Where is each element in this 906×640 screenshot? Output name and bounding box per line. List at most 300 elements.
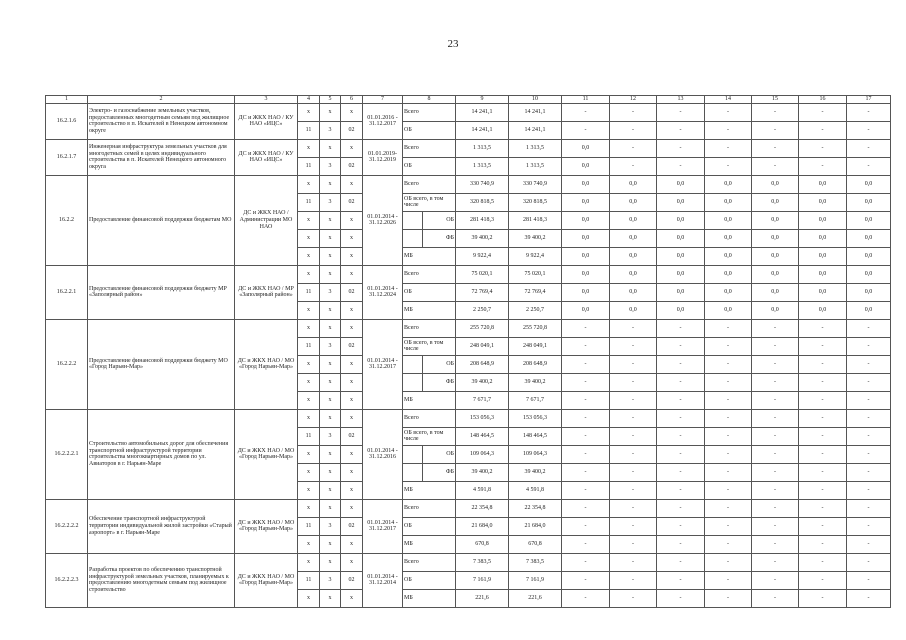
value-cell: 153 056,3: [509, 409, 562, 427]
value-cell: 0,0: [847, 247, 891, 265]
funding-source: МБ: [403, 535, 456, 553]
value-cell: 0,0: [752, 265, 799, 283]
item-code: 16.2.2.2.2: [46, 499, 88, 553]
item-dates: 01.01.2014 - 31.12.2016: [363, 409, 403, 499]
value-cell: -: [847, 427, 891, 445]
item-dates: 01.01.2014 - 31.12.2014: [363, 553, 403, 607]
column-number: 1: [46, 96, 88, 104]
column-number: 15: [752, 96, 799, 104]
code-cell: х: [341, 229, 363, 247]
value-cell: -: [752, 409, 799, 427]
column-number: 9: [456, 96, 509, 104]
funding-source: МБ: [403, 301, 456, 319]
value-cell: -: [562, 103, 610, 121]
value-cell: -: [752, 157, 799, 175]
code-cell: 02: [341, 121, 363, 139]
code-cell: 11: [298, 517, 320, 535]
value-cell: 4 591,8: [509, 481, 562, 499]
value-cell: -: [657, 337, 705, 355]
code-cell: 11: [298, 283, 320, 301]
code-cell: х: [341, 319, 363, 337]
value-cell: 9 922,4: [456, 247, 509, 265]
value-cell: 1 313,5: [456, 139, 509, 157]
value-cell: -: [752, 499, 799, 517]
funding-source: ОБ всего, в том числе: [403, 193, 456, 211]
value-cell: 0,0: [705, 229, 752, 247]
value-cell: 0,0: [799, 301, 847, 319]
value-cell: 330 740,9: [456, 175, 509, 193]
item-executor: ДС и ЖКХ НАО / МР «Заполярный район»: [235, 265, 298, 319]
column-number-row: [46, 96, 891, 104]
value-cell: -: [847, 157, 891, 175]
code-cell: х: [320, 391, 341, 409]
code-cell: х: [341, 355, 363, 373]
value-cell: 670,8: [456, 535, 509, 553]
value-cell: -: [610, 139, 657, 157]
value-cell: -: [847, 445, 891, 463]
value-cell: 0,0: [657, 301, 705, 319]
value-cell: 0,0: [752, 211, 799, 229]
value-cell: 9 922,4: [509, 247, 562, 265]
value-cell: -: [562, 427, 610, 445]
item-code: 16.2.2.1: [46, 265, 88, 319]
value-cell: -: [610, 391, 657, 409]
code-cell: 02: [341, 193, 363, 211]
code-cell: х: [298, 445, 320, 463]
item-executor: ДС и ЖКХ НАО / МО «Город Нарьян-Мар»: [235, 553, 298, 607]
value-cell: -: [847, 409, 891, 427]
item-dates: 01.01.2014 - 31.12.2017: [363, 499, 403, 553]
value-cell: 0,0: [847, 265, 891, 283]
value-cell: 0,0: [705, 211, 752, 229]
value-cell: 255 720,8: [509, 319, 562, 337]
value-cell: -: [705, 337, 752, 355]
value-cell: 0,0: [562, 139, 610, 157]
value-cell: -: [752, 571, 799, 589]
code-cell: х: [341, 265, 363, 283]
code-cell: х: [298, 211, 320, 229]
value-cell: 0,0: [705, 193, 752, 211]
value-cell: 221,6: [456, 589, 509, 607]
funding-source: ОБ: [403, 157, 456, 175]
value-cell: 7 671,7: [509, 391, 562, 409]
value-cell: 22 354,8: [509, 499, 562, 517]
value-cell: -: [752, 103, 799, 121]
code-cell: х: [341, 553, 363, 571]
item-name: Предоставление финансовой поддержки бюджету МО «Город Нарьян-Мар»: [88, 319, 235, 409]
code-cell: х: [320, 247, 341, 265]
code-cell: х: [298, 463, 320, 481]
value-cell: -: [657, 535, 705, 553]
code-cell: х: [298, 265, 320, 283]
value-cell: 0,0: [752, 301, 799, 319]
value-cell: 0,0: [799, 175, 847, 193]
value-cell: 0,0: [847, 175, 891, 193]
value-cell: -: [610, 535, 657, 553]
item-code: 16.2.2.2: [46, 319, 88, 409]
value-cell: -: [752, 553, 799, 571]
funding-source: ОБ всего, в том числе: [403, 427, 456, 445]
value-cell: 0,0: [752, 229, 799, 247]
value-cell: -: [705, 571, 752, 589]
value-cell: 72 769,4: [509, 283, 562, 301]
value-cell: -: [562, 571, 610, 589]
funding-source: ФБ: [423, 373, 456, 391]
funding-source: ОБ: [403, 571, 456, 589]
value-cell: -: [562, 121, 610, 139]
code-cell: х: [298, 553, 320, 571]
code-cell: х: [320, 139, 341, 157]
value-cell: -: [847, 355, 891, 373]
code-cell: 11: [298, 427, 320, 445]
code-cell: х: [298, 481, 320, 499]
value-cell: -: [847, 499, 891, 517]
code-cell: 3: [320, 283, 341, 301]
value-cell: -: [562, 391, 610, 409]
value-cell: -: [705, 445, 752, 463]
code-cell: х: [298, 301, 320, 319]
item-executor: ДС и ЖКХ НАО / МО «Город Нарьян-Мар»: [235, 319, 298, 409]
code-cell: х: [320, 355, 341, 373]
code-cell: 3: [320, 337, 341, 355]
indent-cell: [403, 211, 423, 229]
value-cell: -: [752, 373, 799, 391]
code-cell: х: [320, 265, 341, 283]
value-cell: -: [799, 373, 847, 391]
value-cell: -: [657, 553, 705, 571]
value-cell: -: [610, 373, 657, 391]
value-cell: -: [752, 391, 799, 409]
value-cell: 0,0: [657, 175, 705, 193]
value-cell: 0,0: [705, 301, 752, 319]
column-number: 17: [847, 96, 891, 104]
value-cell: 0,0: [705, 247, 752, 265]
value-cell: -: [847, 319, 891, 337]
value-cell: -: [610, 121, 657, 139]
code-cell: 11: [298, 193, 320, 211]
value-cell: 0,0: [847, 301, 891, 319]
code-cell: 3: [320, 193, 341, 211]
value-cell: 0,0: [562, 265, 610, 283]
page-number: 23: [447, 38, 459, 50]
column-number: 3: [235, 96, 298, 104]
value-cell: 14 241,1: [456, 103, 509, 121]
item-dates: 01.01.2016 - 31.12.2017: [363, 103, 403, 139]
code-cell: х: [341, 301, 363, 319]
item-dates: 01.01.2014 - 31.12.2026: [363, 175, 403, 265]
code-cell: х: [341, 211, 363, 229]
value-cell: 0,0: [657, 247, 705, 265]
funding-source: ОБ: [403, 121, 456, 139]
funding-source: ФБ: [423, 463, 456, 481]
value-cell: 7 161,9: [456, 571, 509, 589]
code-cell: 02: [341, 571, 363, 589]
value-cell: -: [752, 517, 799, 535]
code-cell: х: [341, 103, 363, 121]
value-cell: -: [657, 499, 705, 517]
value-cell: -: [657, 409, 705, 427]
value-cell: 0,0: [752, 175, 799, 193]
indent-cell: [403, 463, 423, 481]
code-cell: 11: [298, 337, 320, 355]
column-number: 8: [403, 96, 456, 104]
value-cell: -: [705, 517, 752, 535]
code-cell: 02: [341, 157, 363, 175]
value-cell: -: [657, 463, 705, 481]
value-cell: -: [610, 499, 657, 517]
value-cell: 7 671,7: [456, 391, 509, 409]
column-number: 11: [562, 96, 610, 104]
value-cell: -: [610, 319, 657, 337]
value-cell: 72 769,4: [456, 283, 509, 301]
funding-source: ОБ: [423, 355, 456, 373]
value-cell: -: [752, 445, 799, 463]
value-cell: -: [705, 373, 752, 391]
value-cell: -: [610, 553, 657, 571]
funding-source: Всего: [403, 499, 456, 517]
value-cell: 0,0: [847, 193, 891, 211]
value-cell: -: [847, 589, 891, 607]
table-row: [46, 553, 891, 571]
table-body: [46, 96, 891, 608]
value-cell: -: [610, 409, 657, 427]
value-cell: -: [705, 463, 752, 481]
value-cell: 75 020,1: [456, 265, 509, 283]
code-cell: х: [298, 247, 320, 265]
item-dates: 01.01.2014 - 31.12.2017: [363, 319, 403, 409]
item-code: 16.2.2.2.1: [46, 409, 88, 499]
table-row: [46, 139, 891, 157]
value-cell: 0,0: [657, 211, 705, 229]
value-cell: 2 250,7: [456, 301, 509, 319]
value-cell: 281 418,3: [509, 211, 562, 229]
table-row: [46, 499, 891, 517]
value-cell: -: [657, 391, 705, 409]
funding-source: Всего: [403, 175, 456, 193]
value-cell: 148 464,5: [509, 427, 562, 445]
code-cell: х: [320, 553, 341, 571]
column-number: 13: [657, 96, 705, 104]
item-executor: ДС и ЖКХ НАО / МО «Город Нарьян-Мар»: [235, 499, 298, 553]
value-cell: -: [562, 553, 610, 571]
table-row: [46, 103, 891, 121]
funding-source: Всего: [403, 553, 456, 571]
code-cell: 3: [320, 571, 341, 589]
value-cell: -: [847, 103, 891, 121]
item-executor: ДС и ЖКХ НАО / МО «Город Нарьян-Мар»: [235, 409, 298, 499]
funding-source: ОБ: [423, 211, 456, 229]
value-cell: 0,0: [799, 229, 847, 247]
code-cell: х: [341, 247, 363, 265]
value-cell: 208 648,9: [456, 355, 509, 373]
item-name: Строительство автомобильных дорог для обеспечения транспортной инфраструктурой территории строительства многоквартирных домов по ул. Авиаторов в г. Нарьян-Маре: [88, 409, 235, 499]
value-cell: -: [799, 481, 847, 499]
value-cell: 0,0: [610, 193, 657, 211]
value-cell: -: [847, 391, 891, 409]
value-cell: 0,0: [610, 175, 657, 193]
value-cell: -: [799, 337, 847, 355]
value-cell: -: [705, 355, 752, 373]
funding-source: Всего: [403, 319, 456, 337]
value-cell: -: [657, 157, 705, 175]
value-cell: -: [705, 535, 752, 553]
value-cell: -: [847, 571, 891, 589]
value-cell: -: [562, 355, 610, 373]
funding-source: ФБ: [423, 229, 456, 247]
value-cell: 0,0: [610, 247, 657, 265]
value-cell: 39 400,2: [509, 373, 562, 391]
item-name: Предоставление финансовой поддержки бюджетам МО: [88, 175, 235, 265]
value-cell: -: [562, 373, 610, 391]
value-cell: 0,0: [610, 283, 657, 301]
value-cell: 221,6: [509, 589, 562, 607]
code-cell: х: [298, 229, 320, 247]
value-cell: 7 383,5: [509, 553, 562, 571]
indent-cell: [403, 445, 423, 463]
value-cell: -: [610, 517, 657, 535]
item-code: 16.2.1.7: [46, 139, 88, 175]
indent-cell: [403, 229, 423, 247]
value-cell: 248 049,1: [509, 337, 562, 355]
value-cell: 14 241,1: [509, 103, 562, 121]
value-cell: -: [752, 355, 799, 373]
value-cell: -: [657, 121, 705, 139]
value-cell: -: [799, 391, 847, 409]
budget-table: [45, 95, 891, 608]
value-cell: -: [562, 445, 610, 463]
code-cell: 02: [341, 427, 363, 445]
value-cell: -: [799, 535, 847, 553]
value-cell: -: [657, 355, 705, 373]
value-cell: -: [847, 517, 891, 535]
code-cell: х: [298, 535, 320, 553]
value-cell: 248 049,1: [456, 337, 509, 355]
value-cell: 0,0: [562, 211, 610, 229]
item-code: 16.2.1.6: [46, 103, 88, 139]
value-cell: 7 383,5: [456, 553, 509, 571]
value-cell: -: [799, 121, 847, 139]
code-cell: х: [320, 481, 341, 499]
value-cell: -: [562, 589, 610, 607]
column-number: 2: [88, 96, 235, 104]
value-cell: 0,0: [562, 247, 610, 265]
funding-source: Всего: [403, 139, 456, 157]
funding-source: МБ: [403, 589, 456, 607]
value-cell: 208 648,9: [509, 355, 562, 373]
value-cell: 0,0: [847, 211, 891, 229]
value-cell: -: [657, 139, 705, 157]
value-cell: 0,0: [562, 283, 610, 301]
value-cell: 1 313,5: [509, 139, 562, 157]
value-cell: 0,0: [705, 283, 752, 301]
code-cell: х: [341, 445, 363, 463]
funding-source: ОБ всего, в том числе: [403, 337, 456, 355]
value-cell: -: [610, 445, 657, 463]
value-cell: 39 400,2: [509, 229, 562, 247]
item-name: Разработка проектов по обеспечению транспортной инфраструктурой земельных участков, планируемых к предоставлению многодетным семьям под жилищное строительство: [88, 553, 235, 607]
code-cell: х: [298, 319, 320, 337]
value-cell: -: [562, 481, 610, 499]
value-cell: -: [799, 517, 847, 535]
value-cell: -: [799, 319, 847, 337]
value-cell: -: [705, 553, 752, 571]
code-cell: х: [320, 409, 341, 427]
value-cell: -: [847, 121, 891, 139]
value-cell: -: [705, 391, 752, 409]
value-cell: 22 354,8: [456, 499, 509, 517]
code-cell: х: [341, 499, 363, 517]
funding-source: Всего: [403, 409, 456, 427]
value-cell: 0,0: [799, 283, 847, 301]
code-cell: 02: [341, 517, 363, 535]
value-cell: 320 818,5: [509, 193, 562, 211]
code-cell: х: [298, 175, 320, 193]
code-cell: х: [320, 103, 341, 121]
table-row: [46, 175, 891, 193]
value-cell: -: [705, 427, 752, 445]
code-cell: х: [320, 535, 341, 553]
value-cell: -: [847, 139, 891, 157]
value-cell: 0,0: [657, 283, 705, 301]
value-cell: -: [799, 355, 847, 373]
item-code: 16.2.2.2.3: [46, 553, 88, 607]
value-cell: -: [752, 463, 799, 481]
value-cell: 0,0: [610, 265, 657, 283]
value-cell: -: [799, 103, 847, 121]
value-cell: 0,0: [562, 157, 610, 175]
value-cell: 39 400,2: [456, 463, 509, 481]
value-cell: 109 064,3: [509, 445, 562, 463]
value-cell: 0,0: [657, 229, 705, 247]
value-cell: 1 313,5: [509, 157, 562, 175]
code-cell: 11: [298, 157, 320, 175]
item-code: 16.2.2: [46, 175, 88, 265]
value-cell: -: [847, 553, 891, 571]
value-cell: 281 418,3: [456, 211, 509, 229]
code-cell: х: [341, 589, 363, 607]
value-cell: 670,8: [509, 535, 562, 553]
value-cell: 0,0: [847, 283, 891, 301]
value-cell: -: [610, 463, 657, 481]
value-cell: -: [562, 499, 610, 517]
code-cell: х: [320, 445, 341, 463]
value-cell: -: [610, 337, 657, 355]
value-cell: 75 020,1: [509, 265, 562, 283]
value-cell: -: [705, 121, 752, 139]
value-cell: 0,0: [799, 265, 847, 283]
code-cell: х: [341, 409, 363, 427]
value-cell: 109 064,3: [456, 445, 509, 463]
value-cell: 0,0: [657, 265, 705, 283]
value-cell: -: [610, 427, 657, 445]
item-executor: ДС и ЖКХ НАО / КУ НАО «ИЦС»: [235, 139, 298, 175]
column-number: 5: [320, 96, 341, 104]
code-cell: х: [341, 139, 363, 157]
code-cell: х: [298, 373, 320, 391]
funding-source: ОБ: [403, 517, 456, 535]
value-cell: -: [705, 499, 752, 517]
value-cell: -: [799, 571, 847, 589]
value-cell: 0,0: [610, 301, 657, 319]
value-cell: -: [657, 481, 705, 499]
funding-source: МБ: [403, 481, 456, 499]
code-cell: х: [320, 499, 341, 517]
code-cell: х: [320, 229, 341, 247]
code-cell: х: [320, 175, 341, 193]
column-number: 14: [705, 96, 752, 104]
value-cell: 0,0: [562, 301, 610, 319]
value-cell: -: [657, 445, 705, 463]
